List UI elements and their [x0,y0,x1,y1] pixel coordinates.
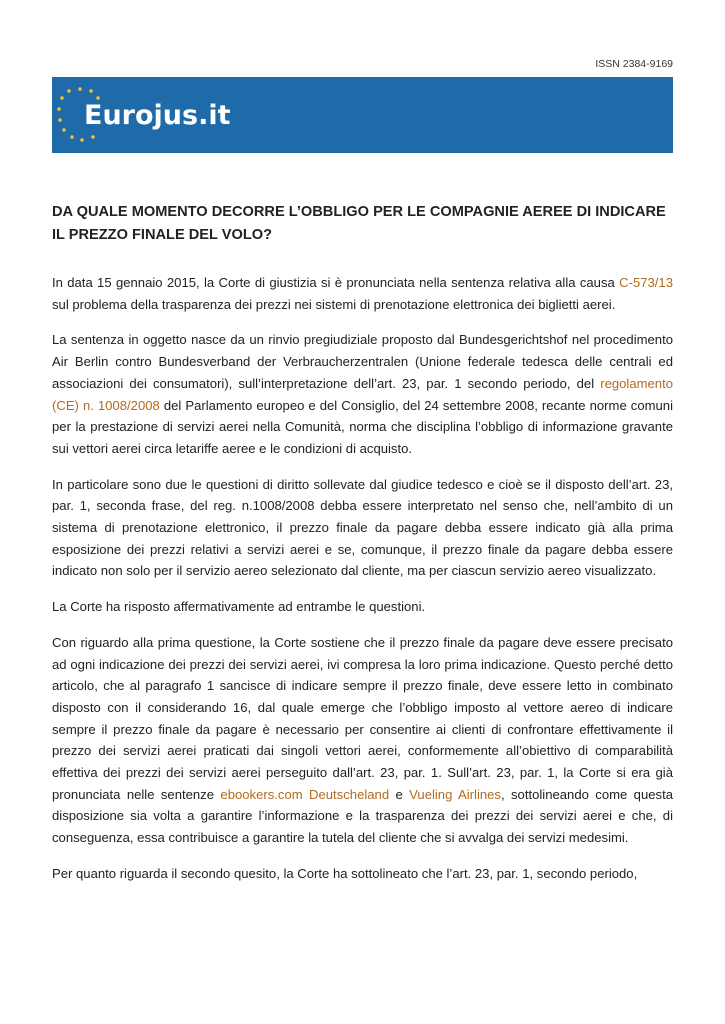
case-c573-link[interactable]: C-573/13 [619,275,673,290]
paragraph-5: Con riguardo alla prima questione, la Corte sostiene che il prezzo finale da pagare deve essere precisato ad ogni indicazione dei prezzi dei servizi aerei, ivi compresa la loro prima indicazione. Questo perché detto articolo, che al paragrafo 1 sancisce di indicare sempre il prezzo finale, deve essere letto in combinato disposto con il considerando 16, dal quale emerge che l’obbligo imposto al vettore aereo di indicare sempre il prezzo finale da pagare è necessario per consentire ai clienti di confrontare effettivamente il prezzo dei servizi aerei praticati dai singoli vettori aerei, conformemente all’obiettivo di comparabilità effettiva dei prezzi dei servizi aerei perseguito dall’art. 23, par. 1. Sull’art. 23, par. 1, la Corte si era già pronunciata nelle sentenze ebookers.com Deutscheland e Vueling Airlines, sottolineando come questa disposizione sia volta a garantire l’informazione e la trasparenza dei prezzi dei servizi aerei e che, di conseguenza, essa contribuisce a garantire la tutela del cliente che si avvalga dei servizi medesimi. [52,634,673,846]
article-body [52,272,673,899]
header-banner [52,77,673,153]
paragraph-3: In particolare sono due le questioni di diritto sollevate dal giudice tedesco e cioè se il disposto dell’art. 23, par. 1, seconda frase, del reg. n.1008/2008 debba essere interpretato nel senso che, nell’ambito di un sistema di prenotazione elettronico, il prezzo finale da pagare debba essere indicato già alla prima esposizione dei prezzi relativi a servizi aerei e se, comunque, il prezzo finale da pagare debba essere indicato non solo per il servizio aereo selezionato dal cliente, ma per ciascun servizio aereo visualizzato. [52,476,673,579]
issn-label: ISSN 2384-9169 [595,58,673,70]
paragraph-1: In data 15 gennaio 2015, la Corte di giustizia si è pronunciata nella sentenza relativa alla causa C-573/13 sul problema della trasparenza dei prezzi nei sistemi di prenotazione elettronica dei biglietti aerei. [52,275,673,312]
paragraph-4: La Corte ha risposto affermativamente ad entrambe le questioni. [52,599,426,615]
paragraph-6: Per quanto riguarda il secondo quesito, la Corte ha sottolineato che l’art. 23, par. 1, secondo periodo, [52,865,638,881]
eurojus-logo [52,77,673,153]
article-title: DA QUALE MOMENTO DECORRE L’OBBLIGO PER LE COMPAGNIE AEREE DI INDICARE IL PREZZO FINALE DEL VOLO? [52,204,666,243]
logo-text: Eurojus.it [84,100,231,131]
ebookers-link[interactable]: ebookers.com Deutscheland [220,786,390,802]
vueling-link[interactable]: Vueling Airlines [409,786,501,802]
regulation-link[interactable]: regolamento (CE) n. 1008/2008 [52,375,673,413]
paragraph-2: La sentenza in oggetto nasce da un rinvio pregiudiziale proposto dal Bundesgerichtshof nel procedimento Air Berlin contro Bundesverband der Verbraucherzentralen (Unione federale tedesca delle centrali ed associazioni dei consumatori), sull’interpretazione dell’art. 23, par. 1 secondo periodo, del regolamento (CE) n. 1008/2008 del Parlamento europeo e del Consiglio, del 24 settembre 2008, recante norme comuni per la prestazione di servizi aerei nella Comunità, norma che disciplina l’obbligo di informazione gravante sui vettori aerei circa letariffe aeree e le condizioni di acquisto. [52,332,673,456]
